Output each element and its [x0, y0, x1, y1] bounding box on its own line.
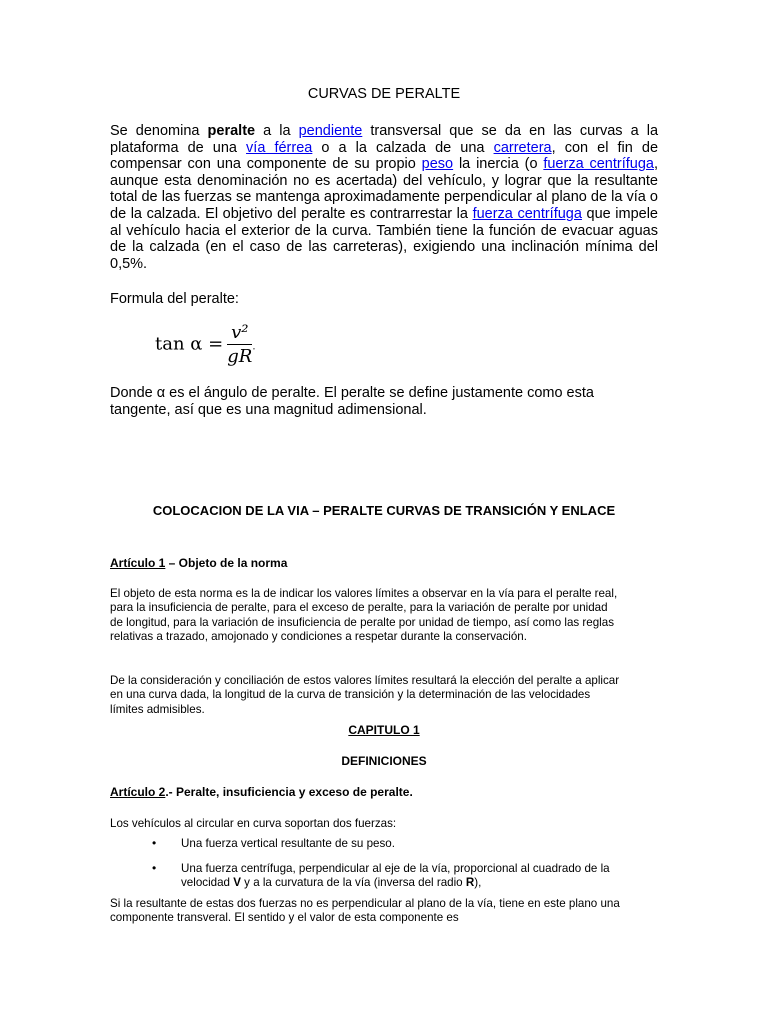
symbol-r: R — [465, 876, 475, 890]
vehiculos-paragraph: Los vehículos al circular en curva soportan dos fuerzas: — [110, 817, 397, 830]
article-1-label: Artículo 1 — [110, 556, 166, 570]
article-2-label: Artículo 2 — [110, 785, 166, 799]
article-2-title: .- Peralte, insuficiencia y exceso de peralte. — [165, 785, 413, 799]
chapter-heading: CAPITULO 1 — [348, 723, 420, 737]
bullet-marker: • — [152, 861, 157, 875]
intro-text: , con el fin de compensar con una componente de su propio — [110, 139, 659, 173]
bullet-marker: • — [152, 836, 157, 850]
article-2-heading — [110, 785, 413, 799]
formula-label: Formula del peralte: — [110, 291, 239, 307]
formula-numerator: v² — [227, 322, 252, 345]
article-1-heading — [110, 556, 287, 570]
formula-fraction — [227, 322, 252, 367]
link-fuerza-centrifuga-2[interactable]: fuerza centrífuga — [472, 205, 582, 222]
term-peralte: peralte — [207, 123, 256, 139]
bullet-text: ), — [474, 876, 482, 890]
formula-tail: . — [252, 341, 256, 353]
link-peso[interactable]: peso — [421, 156, 454, 173]
symbol-v: V — [233, 876, 241, 890]
intro-text: , aunque esta denominación no es acertada) del vehículo, y lograr que la resultante total de las fuerzas se mantenga aproximadamente perpendicular al plano de la vía o de la calzada. El objetivo del peralte es contrarrestar la — [110, 156, 658, 222]
intro-paragraph — [110, 123, 658, 272]
section-heading: COLOCACION DE LA VIA – PERALTE CURVAS DE TRANSICIÓN Y ENLACE — [152, 503, 616, 518]
intro-text: transversal que se da en las curvas a la plataforma de una — [110, 123, 659, 156]
intro-text: que impele al vehículo hacia el exterior de la curva. También tiene la función de evacuar aguas de la calzada (en el caso de las carreteras), exigiendo una inclinación mínima del 0,5%. — [110, 205, 659, 272]
objeto-paragraph: El objeto de esta norma es la de indicar los valores límites a observar en la vía para el peralte real, para la insuficiencia de peralte, para el exceso de peralte, para la variación de peralte por unidad de longitud, para la variación de insuficiencia de peralte por unidad de tiempo, así como las reglas relativas a trazado, amojonado y condiciones a respetar durante la conservación. — [110, 587, 618, 643]
bullet-text: Una fuerza centrífuga, perpendicular al eje de la vía, proporcional al cuadrado de la velocidad — [181, 862, 610, 890]
link-pendiente[interactable]: pendiente — [298, 123, 363, 139]
bullet-item-2 — [181, 862, 641, 891]
intro-text: o a la calzada de una — [312, 139, 494, 156]
link-via-ferrea[interactable]: vía férrea — [246, 139, 313, 156]
page-title: CURVAS DE PERALTE — [307, 86, 461, 102]
final-paragraph: Si la resultante de estas dos fuerzas no es perpendicular al plano de la vía, tiene en este plano una componente transveral. El sentido y el valor de esta componente es — [110, 897, 620, 925]
article-1-title: – Objeto de la norma — [165, 556, 288, 570]
bullet-text: y a la curvatura de la vía (inversa del radio — [240, 876, 466, 890]
intro-text: Se denomina — [110, 123, 208, 139]
bullet-item-1: Una fuerza vertical resultante de su peso. — [181, 837, 395, 850]
link-fuerza-centrifuga[interactable]: fuerza centrífuga — [543, 156, 654, 173]
intro-text: a la — [255, 123, 299, 139]
link-carretera[interactable]: carretera — [493, 139, 552, 156]
formula-denominator: gR — [227, 346, 253, 367]
intro-text: la inercia (o — [453, 156, 544, 173]
definitions-heading: DEFINICIONES — [341, 754, 427, 768]
donde-paragraph: Donde α es el ángulo de peralte. El peralte se define justamente como esta tangente, así que es una magnitud adimensional. — [110, 385, 594, 418]
consideracion-paragraph: De la consideración y conciliación de estos valores límites resultará la elección del peralte a aplicar en una curva dada, la longitud de la curva de transición y la determinación de las velocidades límites admisibles. — [110, 674, 620, 716]
peralte-formula — [155, 322, 256, 367]
formula-lhs: tan α = — [155, 333, 224, 355]
